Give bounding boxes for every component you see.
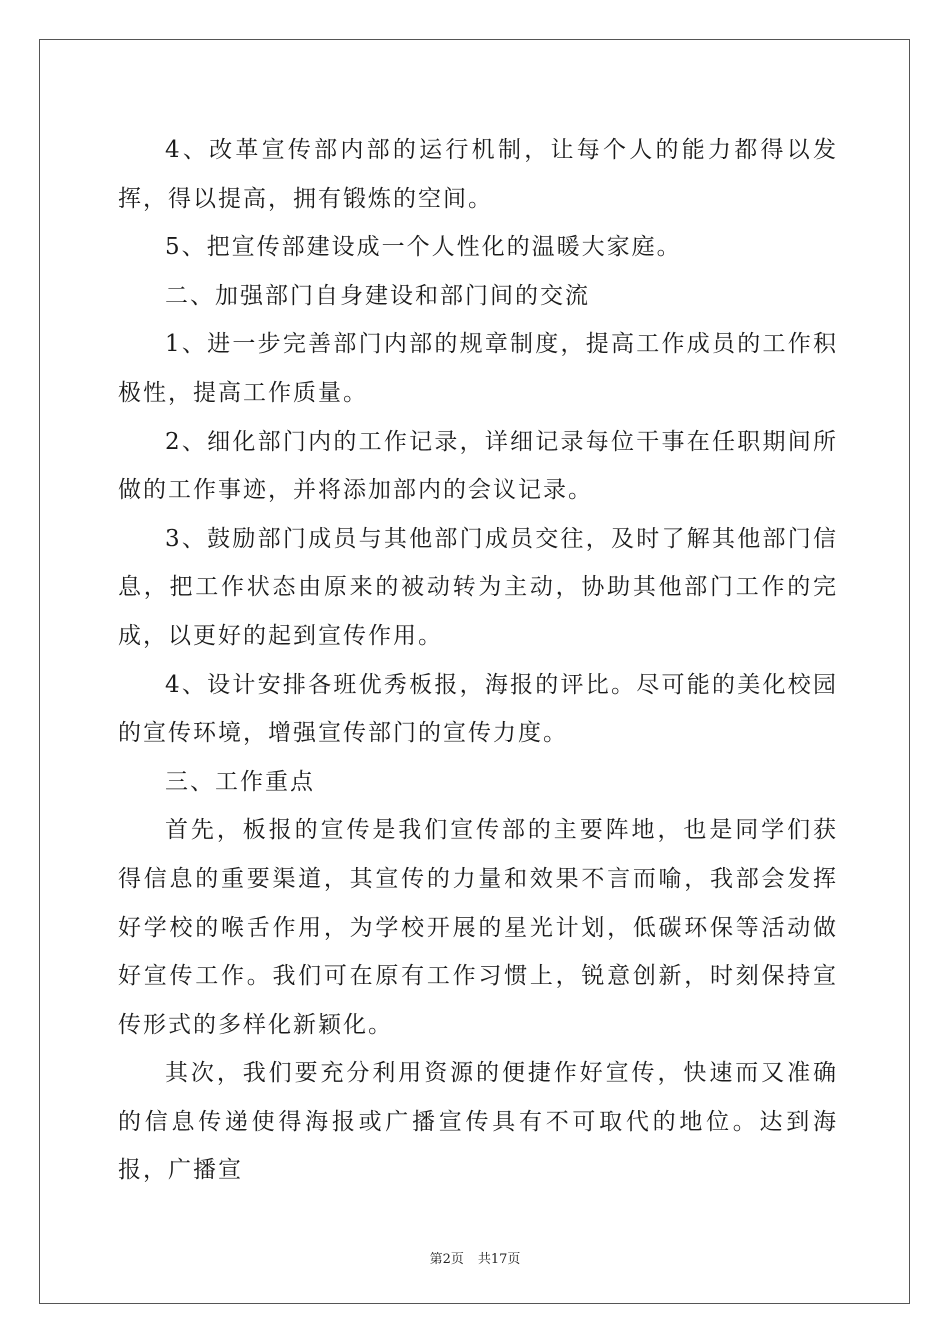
paragraph: 4、设计安排各班优秀板报，海报的评比。尽可能的美化校园的宣传环境，增强宣传部门的宣传力度。	[118, 671, 838, 747]
page-footer	[0, 1248, 950, 1267]
paragraph: 4、改革宣传部内部的运行机制，让每个人的能力都得以发挥，得以提高，拥有锻炼的空间。	[118, 137, 838, 212]
paragraph: 首先，板报的宣传是我们宣传部的主要阵地，也是同学们获得信息的重要渠道，其宣传的力量和效果不言而喻，我部会发挥好学校的喉舌作用，为学校开展的星光计划，低碳环保等活动做好宣传工作。我们可在原有工作习惯上，锐意创新，时刻保持宣传形式的多样化新颖化。	[118, 817, 838, 1038]
paragraph: 1、进一步完善部门内部的规章制度，提高工作成员的工作积极性，提高工作质量。	[118, 331, 838, 406]
page-number: 第2页	[429, 1252, 464, 1267]
paragraph: 其次，我们要充分利用资源的便捷作好宣传，快速而又准确的信息传递使得海报或广播宣传具有不可取代的地位。达到海报，广播宣	[118, 1060, 838, 1184]
paragraph: 5、把宣传部建设成一个人性化的温暖大家庭。	[165, 234, 682, 261]
document-body	[118, 126, 838, 1195]
paragraph: 2、细化部门内的工作记录，详细记录每位干事在任职期间所做的工作事迹，并将添加部内的会议记录。	[118, 428, 838, 504]
page-total: 共17页	[477, 1252, 521, 1267]
section-heading: 二、加强部门自身建设和部门间的交流	[165, 282, 590, 309]
paragraph: 3、鼓励部门成员与其他部门成员交往，及时了解其他部门信息，把工作状态由原来的被动转为主动，协助其他部门工作的完成，以更好的起到宣传作用。	[118, 525, 838, 649]
section-heading: 三、工作重点	[165, 768, 315, 795]
